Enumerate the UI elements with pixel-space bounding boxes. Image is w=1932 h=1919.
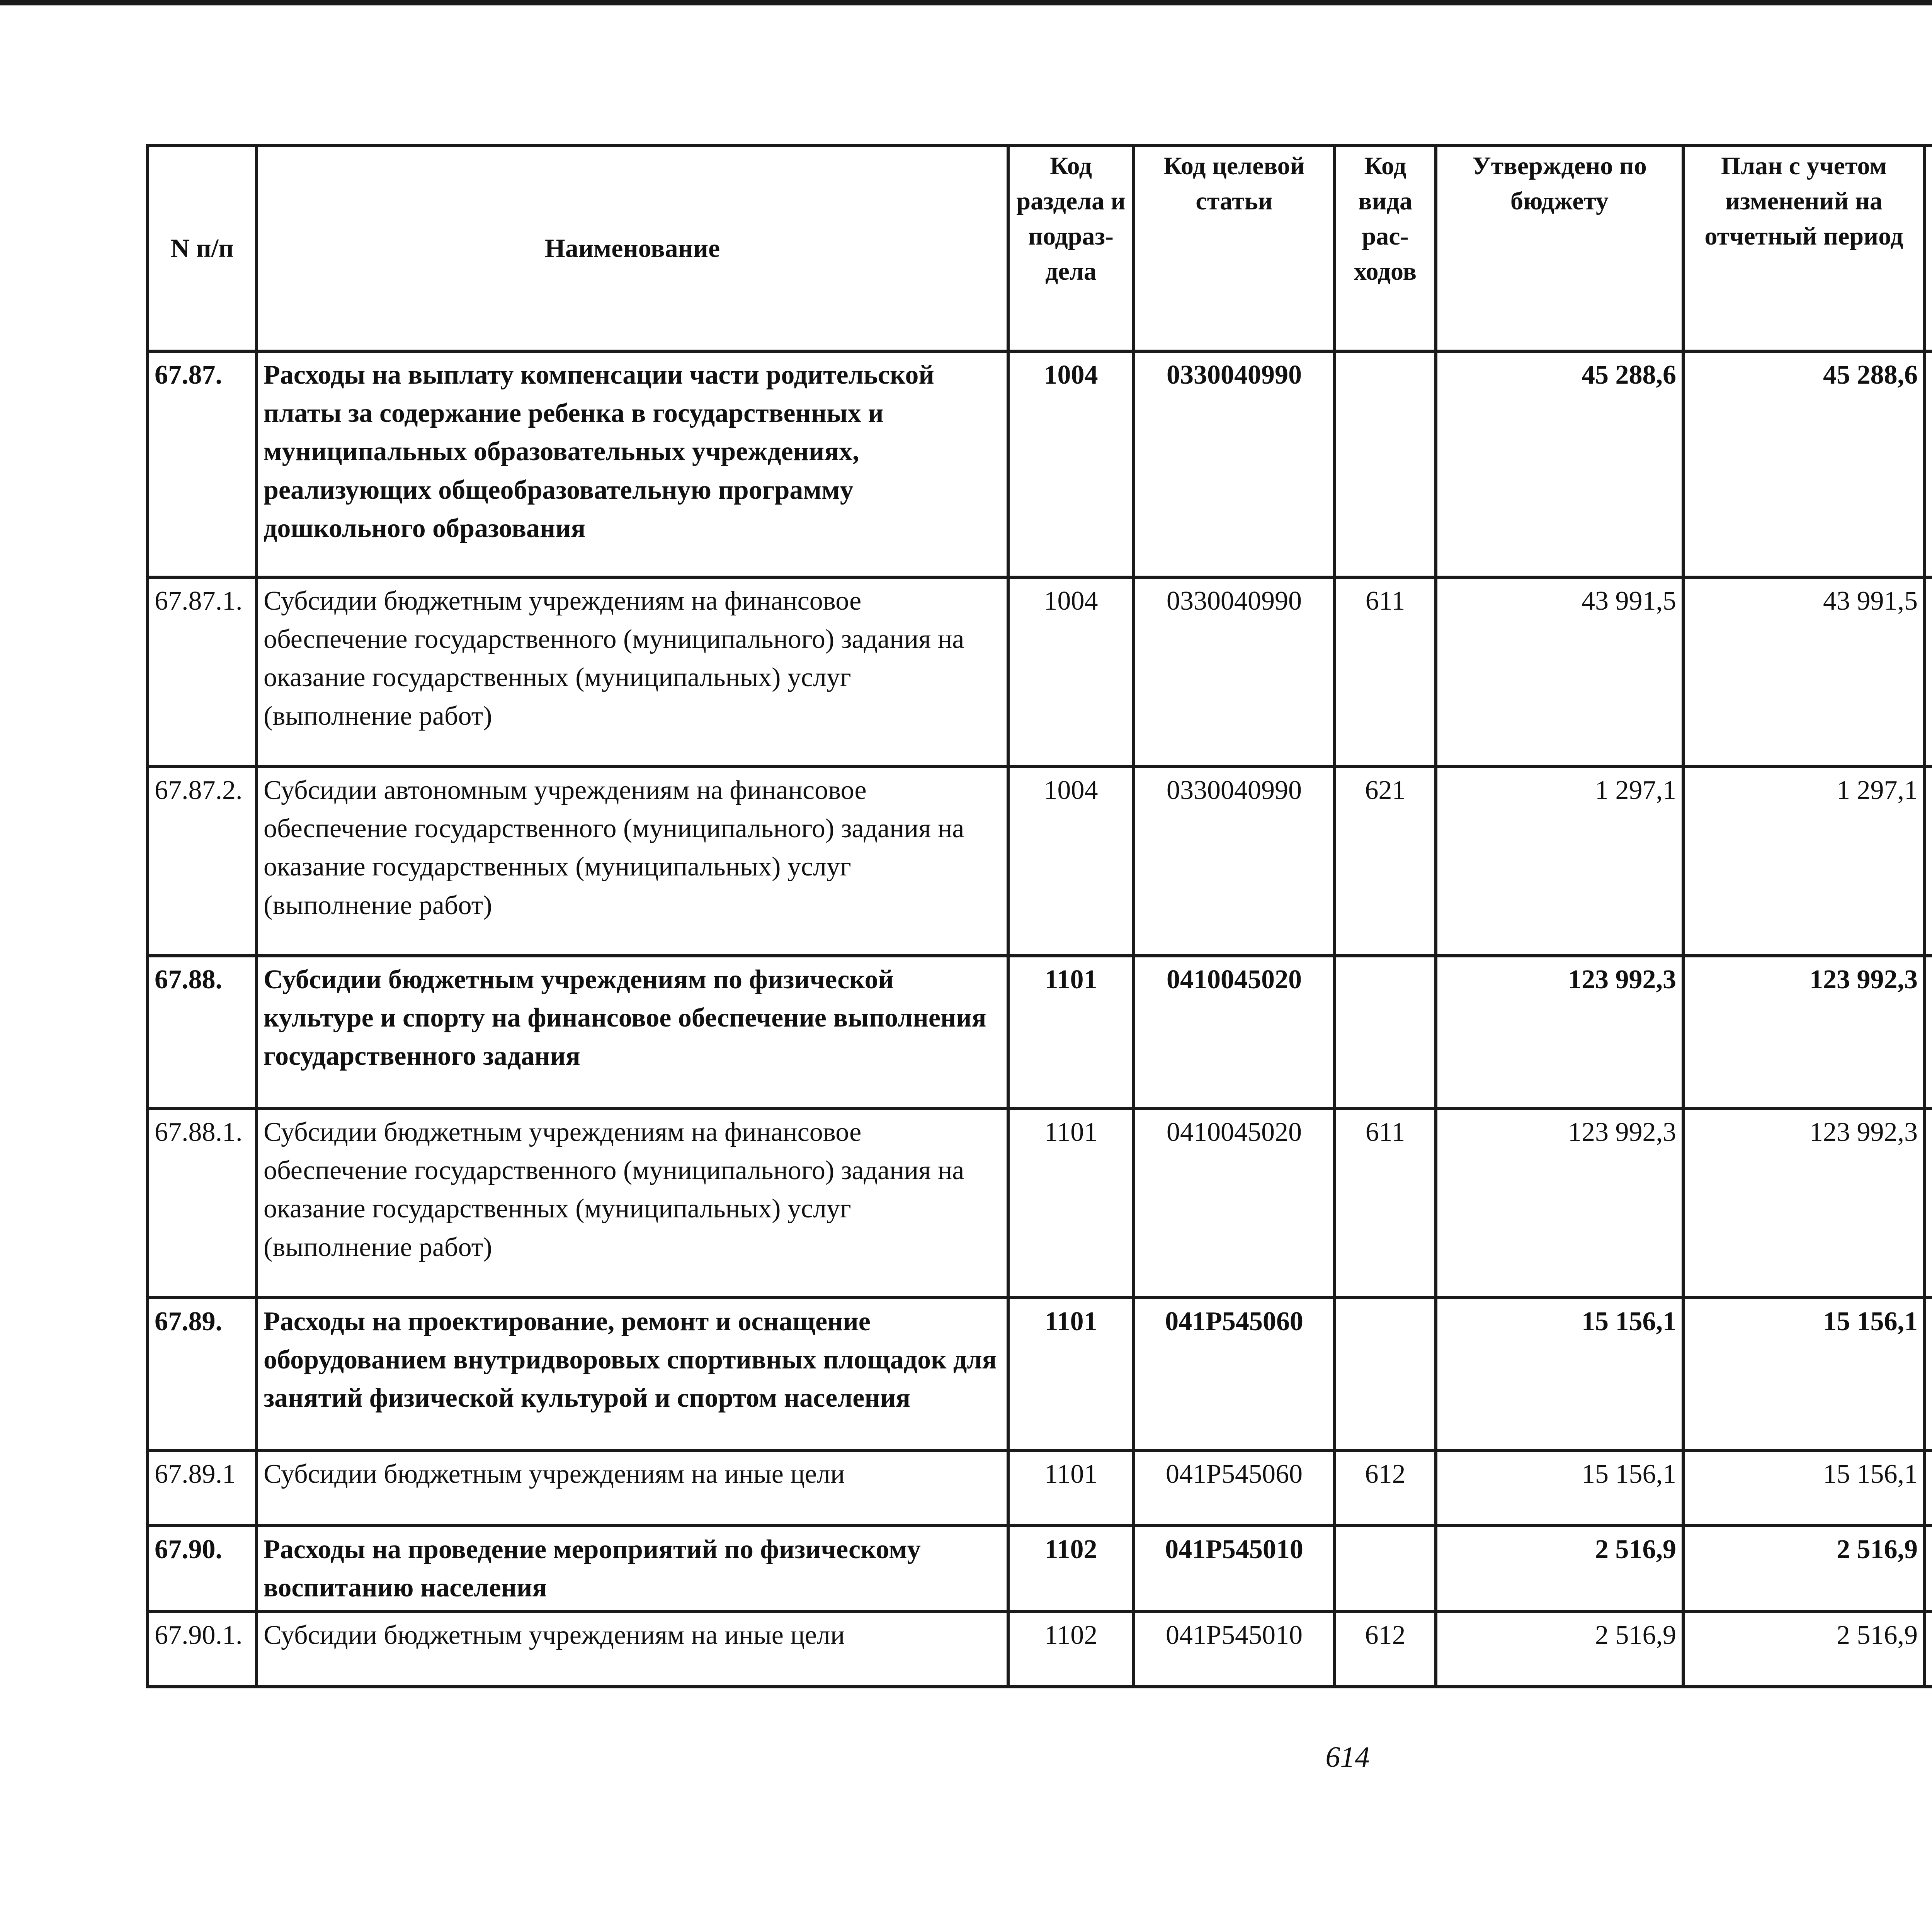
row-num: 67.88. bbox=[148, 956, 257, 1108]
row-approved: 15 156,1 bbox=[1436, 1298, 1683, 1450]
row-num: 67.89. bbox=[148, 1298, 257, 1450]
row-expense-code bbox=[1335, 1526, 1436, 1612]
row-name: Субсидии бюджетным учреждениям на иные цели bbox=[257, 1450, 1008, 1526]
row-plan: 1 297,1 bbox=[1683, 767, 1925, 956]
row-section-code: 1004 bbox=[1008, 767, 1134, 956]
row-plan: 123 992,3 bbox=[1683, 1108, 1925, 1298]
row-expense-code: 611 bbox=[1335, 1108, 1436, 1298]
row-plan: 45 288,6 bbox=[1683, 351, 1925, 577]
row-executed bbox=[1925, 1526, 1932, 1612]
header-executed bbox=[1925, 145, 1932, 351]
row-num: 67.88.1. bbox=[148, 1108, 257, 1298]
row-num: 67.87.2. bbox=[148, 767, 257, 956]
row-approved: 45 288,6 bbox=[1436, 351, 1683, 577]
row-executed bbox=[1925, 1450, 1932, 1526]
row-executed bbox=[1925, 767, 1932, 956]
header-name: Наименование bbox=[257, 145, 1008, 351]
row-name: Субсидии бюджетным учреждениям на иные цели bbox=[257, 1611, 1008, 1687]
row-name: Субсидии бюджетным учреждениям по физической культуре и спорту на финансовое обеспечение выполнения государственного задания bbox=[257, 956, 1008, 1108]
row-name: Расходы на проведение мероприятий по физическому воспитанию населения bbox=[257, 1526, 1008, 1612]
row-target-code: 0330040990 bbox=[1134, 351, 1335, 577]
table-row bbox=[148, 956, 1932, 1108]
table-row bbox=[148, 767, 1932, 956]
page-top-border bbox=[0, 0, 1932, 5]
row-executed bbox=[1925, 956, 1932, 1108]
row-plan: 15 156,1 bbox=[1683, 1450, 1925, 1526]
row-target-code: 041P545010 bbox=[1134, 1526, 1335, 1612]
row-expense-code bbox=[1335, 351, 1436, 577]
row-approved: 1 297,1 bbox=[1436, 767, 1683, 956]
header-section-code: Код раздела и подраз-дела bbox=[1008, 145, 1134, 351]
table-row bbox=[148, 351, 1932, 577]
row-plan: 15 156,1 bbox=[1683, 1298, 1925, 1450]
row-section-code: 1101 bbox=[1008, 1298, 1134, 1450]
table-row bbox=[148, 577, 1932, 767]
row-name: Расходы на выплату компенсации части родительской платы за содержание ребенка в государственных и муниципальных образовательных учреждениях, реализующих общеобразовательную программу дошкольного образования bbox=[257, 351, 1008, 577]
row-num: 67.87.1. bbox=[148, 577, 257, 767]
table-row bbox=[148, 1611, 1932, 1687]
row-approved: 2 516,9 bbox=[1436, 1526, 1683, 1612]
row-target-code: 041P545060 bbox=[1134, 1298, 1335, 1450]
row-expense-code: 612 bbox=[1335, 1450, 1436, 1526]
row-plan: 123 992,3 bbox=[1683, 956, 1925, 1108]
header-target-code: Код целевой статьи bbox=[1134, 145, 1335, 351]
row-expense-code: 621 bbox=[1335, 767, 1436, 956]
row-target-code: 0410045020 bbox=[1134, 956, 1335, 1108]
row-section-code: 1101 bbox=[1008, 1108, 1134, 1298]
row-num: 67.90. bbox=[148, 1526, 257, 1612]
row-name: Расходы на проектирование, ремонт и оснащение оборудованием внутридворовых спортивных площадок для занятий физической культурой и спортом населения bbox=[257, 1298, 1008, 1450]
row-executed bbox=[1925, 577, 1932, 767]
row-target-code: 041P545060 bbox=[1134, 1450, 1335, 1526]
header-num: N п/п bbox=[148, 145, 257, 351]
page-number: 614 bbox=[1325, 1741, 1370, 1773]
row-plan: 2 516,9 bbox=[1683, 1611, 1925, 1687]
table-row bbox=[148, 1450, 1932, 1526]
budget-execution-table bbox=[146, 144, 1932, 1688]
row-expense-code: 612 bbox=[1335, 1611, 1436, 1687]
header-row-1 bbox=[148, 145, 1932, 189]
row-approved: 15 156,1 bbox=[1436, 1450, 1683, 1526]
row-target-code: 0330040990 bbox=[1134, 767, 1335, 956]
row-section-code: 1101 bbox=[1008, 956, 1134, 1108]
header-approved: Утверждено по бюджету bbox=[1436, 145, 1683, 351]
row-section-code: 1004 bbox=[1008, 577, 1134, 767]
table-row bbox=[148, 1108, 1932, 1298]
row-expense-code: 611 bbox=[1335, 577, 1436, 767]
header-plan: План с учетом изменений на отчетный период bbox=[1683, 145, 1925, 351]
row-section-code: 1101 bbox=[1008, 1450, 1134, 1526]
row-num: 67.90.1. bbox=[148, 1611, 257, 1687]
row-executed bbox=[1925, 1298, 1932, 1450]
row-approved: 43 991,5 bbox=[1436, 577, 1683, 767]
table-row bbox=[148, 1298, 1932, 1450]
row-name: Субсидии бюджетным учреждениям на финансовое обеспечение государственного (муниципального) задания на оказание государственных (муниципальных) услуг (выполнение работ) bbox=[257, 577, 1008, 767]
table-row bbox=[148, 1526, 1932, 1612]
row-target-code: 0410045020 bbox=[1134, 1108, 1335, 1298]
row-section-code: 1102 bbox=[1008, 1611, 1134, 1687]
row-target-code: 0330040990 bbox=[1134, 577, 1335, 767]
row-num: 67.89.1 bbox=[148, 1450, 257, 1526]
row-target-code: 041P545010 bbox=[1134, 1611, 1335, 1687]
row-approved: 2 516,9 bbox=[1436, 1611, 1683, 1687]
row-executed bbox=[1925, 351, 1932, 577]
row-section-code: 1102 bbox=[1008, 1526, 1134, 1612]
row-plan: 2 516,9 bbox=[1683, 1526, 1925, 1612]
row-expense-code bbox=[1335, 1298, 1436, 1450]
row-approved: 123 992,3 bbox=[1436, 956, 1683, 1108]
row-name: Субсидии автономным учреждениям на финансовое обеспечение государственного (муниципального) задания на оказание государственных (муниципальных) услуг (выполнение работ) bbox=[257, 767, 1008, 956]
row-section-code: 1004 bbox=[1008, 351, 1134, 577]
row-executed bbox=[1925, 1108, 1932, 1298]
row-expense-code bbox=[1335, 956, 1436, 1108]
row-executed bbox=[1925, 1611, 1932, 1687]
row-name: Субсидии бюджетным учреждениям на финансовое обеспечение государственного (муниципального) задания на оказание государственных (муниципальных) услуг (выполнение работ) bbox=[257, 1108, 1008, 1298]
budget-table-container bbox=[146, 144, 1932, 1688]
row-plan: 43 991,5 bbox=[1683, 577, 1925, 767]
row-approved: 123 992,3 bbox=[1436, 1108, 1683, 1298]
row-num: 67.87. bbox=[148, 351, 257, 577]
header-expense-code: Код вида рас-ходов bbox=[1335, 145, 1436, 351]
